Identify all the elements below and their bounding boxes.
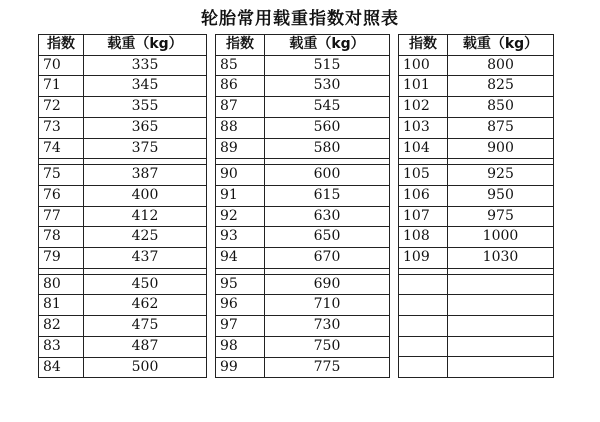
load-index-cell: 109 bbox=[399, 248, 448, 269]
table-row bbox=[399, 185, 554, 206]
load-kg-cell: 487 bbox=[84, 336, 207, 357]
table-row bbox=[216, 206, 390, 227]
load-kg-cell: 950 bbox=[448, 185, 554, 206]
load-index-cell: 84 bbox=[39, 357, 84, 378]
table-row bbox=[399, 165, 554, 186]
load-kg-cell: 900 bbox=[448, 138, 554, 159]
load-index-cell: 87 bbox=[216, 97, 265, 118]
load-index-cell bbox=[399, 274, 448, 295]
table-row bbox=[216, 185, 390, 206]
load-index-cell: 79 bbox=[39, 248, 84, 269]
load-index-cell: 105 bbox=[399, 165, 448, 186]
load-kg-cell bbox=[448, 336, 554, 357]
load-index-cell: 85 bbox=[216, 55, 265, 76]
load-kg-cell: 400 bbox=[84, 185, 207, 206]
load-column-header: 载重（kg） bbox=[84, 35, 207, 56]
load-kg-cell: 730 bbox=[265, 316, 390, 337]
load-kg-cell: 670 bbox=[265, 248, 390, 269]
load-index-cell: 75 bbox=[39, 165, 84, 186]
table-row bbox=[216, 165, 390, 186]
table-row bbox=[39, 227, 207, 248]
load-kg-cell: 580 bbox=[265, 138, 390, 159]
table-row bbox=[399, 316, 554, 337]
table-row bbox=[399, 138, 554, 159]
table-row bbox=[216, 336, 390, 357]
index-column-header: 指数 bbox=[39, 35, 84, 56]
load-kg-cell: 750 bbox=[265, 336, 390, 357]
load-index-cell: 88 bbox=[216, 117, 265, 138]
table-row bbox=[399, 357, 554, 378]
table-row bbox=[399, 227, 554, 248]
load-kg-cell: 875 bbox=[448, 117, 554, 138]
table-row bbox=[39, 185, 207, 206]
load-kg-cell bbox=[448, 274, 554, 295]
table-row bbox=[39, 138, 207, 159]
load-index-cell: 95 bbox=[216, 274, 265, 295]
table-row bbox=[216, 248, 390, 269]
table-row bbox=[39, 76, 207, 97]
load-kg-cell: 775 bbox=[265, 357, 390, 378]
table-row bbox=[39, 357, 207, 378]
load-index-cell: 71 bbox=[39, 76, 84, 97]
load-kg-cell: 365 bbox=[84, 117, 207, 138]
table-row bbox=[216, 316, 390, 337]
load-kg-cell: 345 bbox=[84, 76, 207, 97]
load-kg-cell: 355 bbox=[84, 97, 207, 118]
load-kg-cell: 800 bbox=[448, 55, 554, 76]
table-row bbox=[399, 206, 554, 227]
load-kg-cell: 545 bbox=[265, 97, 390, 118]
load-index-tables bbox=[38, 34, 554, 378]
load-index-cell: 99 bbox=[216, 357, 265, 378]
load-index-cell: 82 bbox=[39, 316, 84, 337]
load-kg-cell: 475 bbox=[84, 316, 207, 337]
table-row bbox=[216, 76, 390, 97]
load-kg-cell: 690 bbox=[265, 274, 390, 295]
load-kg-cell: 630 bbox=[265, 206, 390, 227]
table-row bbox=[399, 248, 554, 269]
load-kg-cell: 560 bbox=[265, 117, 390, 138]
load-index-cell: 102 bbox=[399, 97, 448, 118]
load-kg-cell: 450 bbox=[84, 274, 207, 295]
load-index-cell: 83 bbox=[39, 336, 84, 357]
load-kg-cell: 437 bbox=[84, 248, 207, 269]
table-row bbox=[216, 227, 390, 248]
load-index-cell: 77 bbox=[39, 206, 84, 227]
table-row bbox=[399, 295, 554, 316]
load-index-cell: 98 bbox=[216, 336, 265, 357]
load-index-table-2 bbox=[215, 34, 390, 378]
load-kg-cell: 425 bbox=[84, 227, 207, 248]
load-index-cell bbox=[399, 336, 448, 357]
load-kg-cell: 850 bbox=[448, 97, 554, 118]
load-index-cell: 74 bbox=[39, 138, 84, 159]
table-row bbox=[216, 117, 390, 138]
table-header-row bbox=[39, 35, 207, 56]
load-index-cell: 108 bbox=[399, 227, 448, 248]
load-kg-cell: 412 bbox=[84, 206, 207, 227]
load-kg-cell: 925 bbox=[448, 165, 554, 186]
load-kg-cell: 1030 bbox=[448, 248, 554, 269]
load-kg-cell: 650 bbox=[265, 227, 390, 248]
table-row bbox=[399, 274, 554, 295]
load-index-cell: 97 bbox=[216, 316, 265, 337]
table-row bbox=[399, 76, 554, 97]
load-kg-cell: 615 bbox=[265, 185, 390, 206]
load-index-table-3 bbox=[398, 34, 554, 378]
table-row bbox=[399, 55, 554, 76]
load-index-cell: 81 bbox=[39, 295, 84, 316]
load-index-cell: 103 bbox=[399, 117, 448, 138]
load-kg-cell bbox=[448, 357, 554, 378]
load-index-cell: 104 bbox=[399, 138, 448, 159]
load-index-cell: 94 bbox=[216, 248, 265, 269]
table-row bbox=[39, 206, 207, 227]
table-row bbox=[39, 97, 207, 118]
load-index-cell: 73 bbox=[39, 117, 84, 138]
load-kg-cell: 710 bbox=[265, 295, 390, 316]
load-index-cell: 92 bbox=[216, 206, 265, 227]
table-row bbox=[39, 55, 207, 76]
load-kg-cell: 500 bbox=[84, 357, 207, 378]
table-row bbox=[399, 336, 554, 357]
load-kg-cell bbox=[448, 316, 554, 337]
load-index-cell: 91 bbox=[216, 185, 265, 206]
table-row bbox=[399, 117, 554, 138]
table-row bbox=[39, 248, 207, 269]
load-index-cell: 106 bbox=[399, 185, 448, 206]
load-index-cell: 100 bbox=[399, 55, 448, 76]
table-header-row bbox=[399, 35, 554, 56]
load-index-cell: 107 bbox=[399, 206, 448, 227]
table-row bbox=[39, 295, 207, 316]
load-column-header: 载重（kg） bbox=[448, 35, 554, 56]
table-row bbox=[39, 117, 207, 138]
load-index-cell bbox=[399, 316, 448, 337]
load-kg-cell: 600 bbox=[265, 165, 390, 186]
load-kg-cell: 515 bbox=[265, 55, 390, 76]
page-title: 轮胎常用载重指数对照表 bbox=[201, 9, 399, 29]
table-row bbox=[216, 97, 390, 118]
load-kg-cell: 975 bbox=[448, 206, 554, 227]
table-row bbox=[216, 55, 390, 76]
load-index-table-1 bbox=[38, 34, 207, 378]
table-row bbox=[399, 97, 554, 118]
load-index-cell: 70 bbox=[39, 55, 84, 76]
table-row bbox=[39, 336, 207, 357]
load-index-cell: 80 bbox=[39, 274, 84, 295]
table-row bbox=[39, 165, 207, 186]
load-index-cell: 76 bbox=[39, 185, 84, 206]
load-kg-cell bbox=[448, 295, 554, 316]
load-index-cell bbox=[399, 357, 448, 378]
load-index-cell: 96 bbox=[216, 295, 265, 316]
load-index-cell: 86 bbox=[216, 76, 265, 97]
load-index-cell: 90 bbox=[216, 165, 265, 186]
load-kg-cell: 387 bbox=[84, 165, 207, 186]
load-index-cell: 72 bbox=[39, 97, 84, 118]
load-column-header: 载重（kg） bbox=[265, 35, 390, 56]
load-index-cell: 101 bbox=[399, 76, 448, 97]
load-kg-cell: 825 bbox=[448, 76, 554, 97]
load-index-cell: 78 bbox=[39, 227, 84, 248]
table-row bbox=[216, 295, 390, 316]
index-column-header: 指数 bbox=[216, 35, 265, 56]
load-index-cell: 89 bbox=[216, 138, 265, 159]
table-row bbox=[216, 357, 390, 378]
load-kg-cell: 335 bbox=[84, 55, 207, 76]
table-row bbox=[216, 138, 390, 159]
table-header-row bbox=[216, 35, 390, 56]
table-row bbox=[216, 274, 390, 295]
load-kg-cell: 375 bbox=[84, 138, 207, 159]
index-column-header: 指数 bbox=[399, 35, 448, 56]
load-kg-cell: 1000 bbox=[448, 227, 554, 248]
load-index-cell bbox=[399, 295, 448, 316]
load-kg-cell: 462 bbox=[84, 295, 207, 316]
load-index-cell: 93 bbox=[216, 227, 265, 248]
load-kg-cell: 530 bbox=[265, 76, 390, 97]
table-row bbox=[39, 316, 207, 337]
table-row bbox=[39, 274, 207, 295]
